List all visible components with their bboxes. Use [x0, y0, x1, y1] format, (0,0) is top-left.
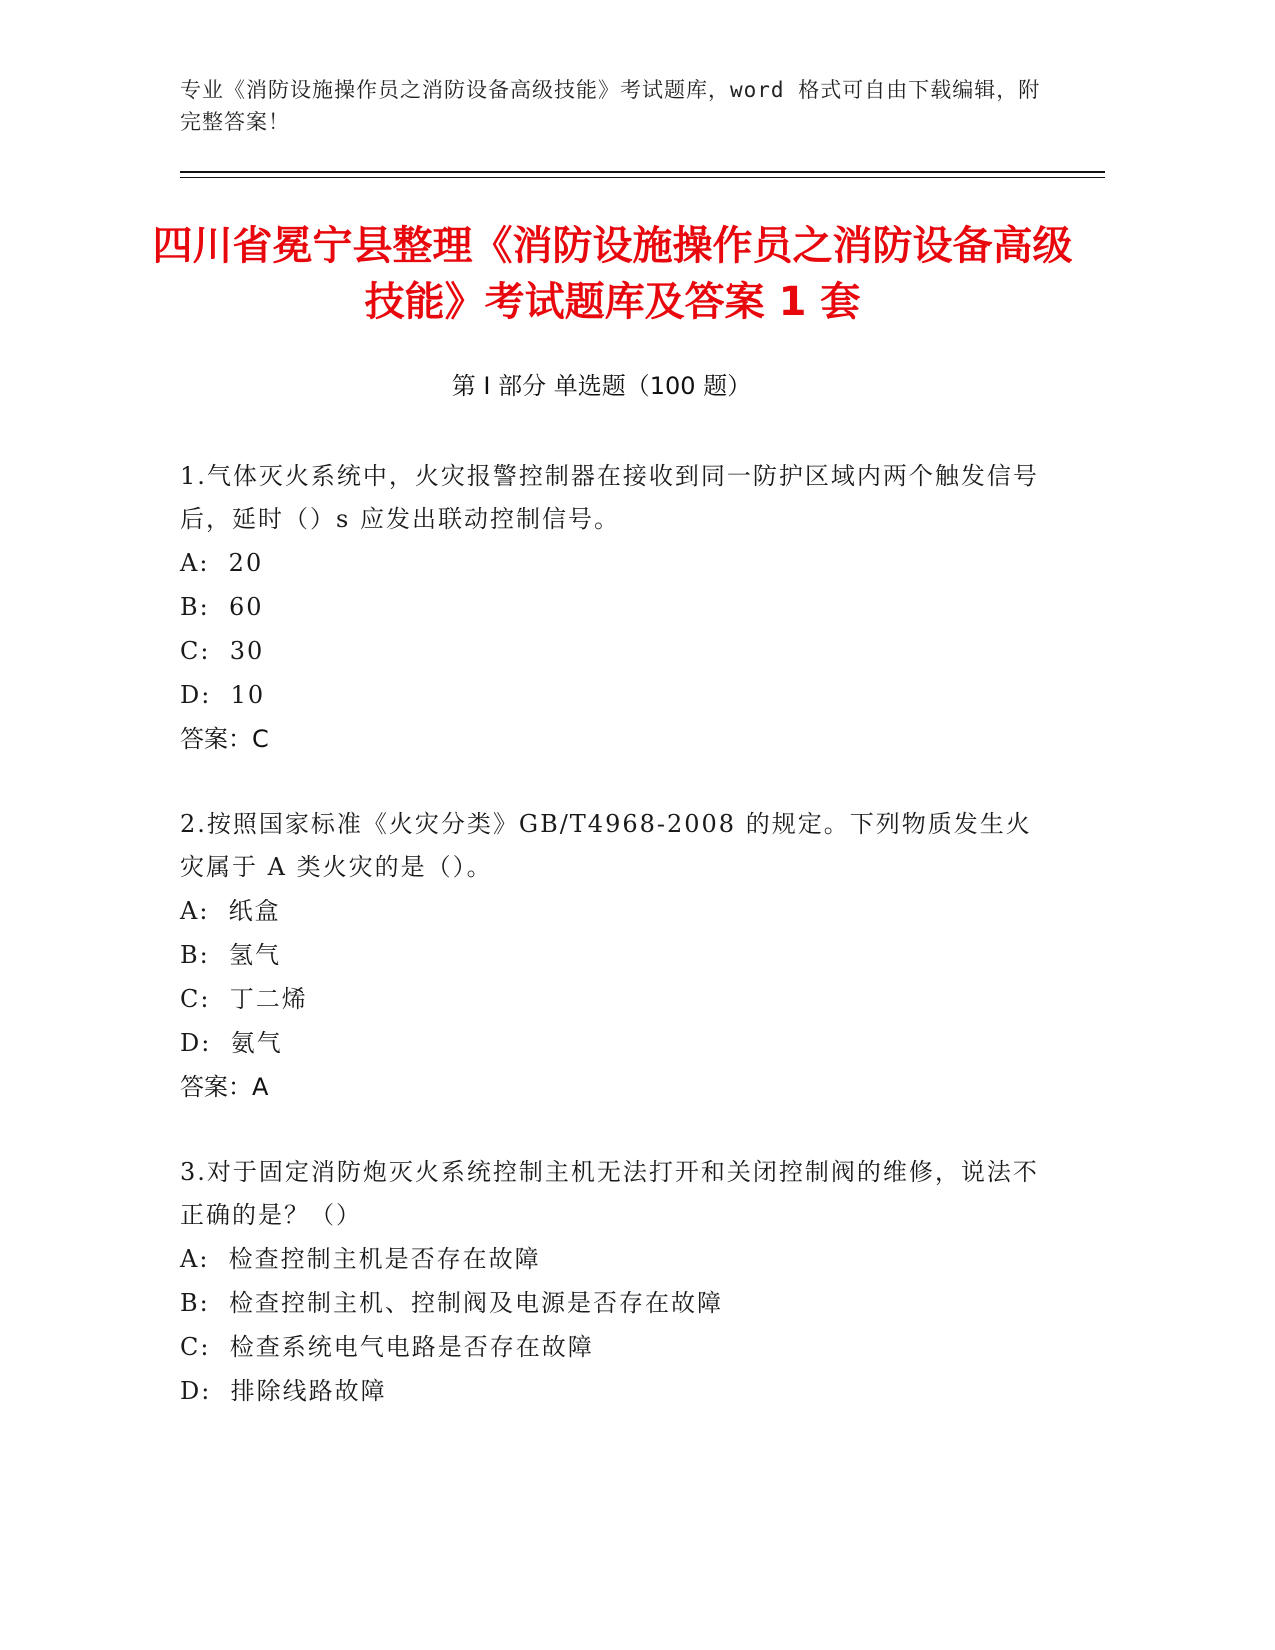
option-a: A: 检查控制主机是否存在故障 [180, 1245, 541, 1273]
option-b: B: 氢气 [180, 941, 281, 969]
header-rule-thick [180, 171, 1105, 173]
option-b: B: 60 [180, 593, 264, 621]
option-d: D: 氨气 [180, 1029, 283, 1057]
question-text: 1.气体灭火系统中，火灾报警控制器在接收到同一防护区域内两个触发信号后，延时（）s 应发出联动控制信号。 [180, 462, 1039, 533]
document-title: 四川省冕宁县整理《消防设施操作员之消防设备高级技能》考试题库及答案 1 套 [152, 223, 1073, 325]
header-note: 专业《消防设施操作员之消防设备高级技能》考试题库，word 格式可自由下载编辑，附完整答案！ [180, 78, 1041, 134]
option-a: A: 纸盒 [180, 897, 281, 925]
section-title: 第 I 部分 单选题（100 题） [451, 372, 752, 400]
question-text: 3.对于固定消防炮灭火系统控制主机无法打开和关闭控制阀的维修，说法不正确的是？（） [180, 1158, 1039, 1229]
answer: 答案：C [180, 725, 269, 753]
option-a: A: 20 [180, 549, 264, 577]
header-rule-thin [180, 177, 1105, 178]
option-c: C: 丁二烯 [180, 985, 308, 1013]
option-d: D: 排除线路故障 [180, 1377, 387, 1405]
option-b: B: 检查控制主机、控制阀及电源是否存在故障 [180, 1289, 723, 1317]
option-d: D: 10 [180, 681, 266, 709]
option-c: C: 30 [180, 637, 265, 665]
question-2 [180, 803, 1040, 1109]
question-text: 2.按照国家标准《火灾分类》GB/T4968-2008 的规定。下列物质发生火灾属于 A 类火灾的是（）。 [180, 810, 1032, 881]
question-3 [180, 1151, 1040, 1413]
option-c: C: 检查系统电气电路是否存在故障 [180, 1333, 594, 1361]
question-1 [180, 455, 1040, 761]
answer: 答案：A [180, 1073, 269, 1101]
